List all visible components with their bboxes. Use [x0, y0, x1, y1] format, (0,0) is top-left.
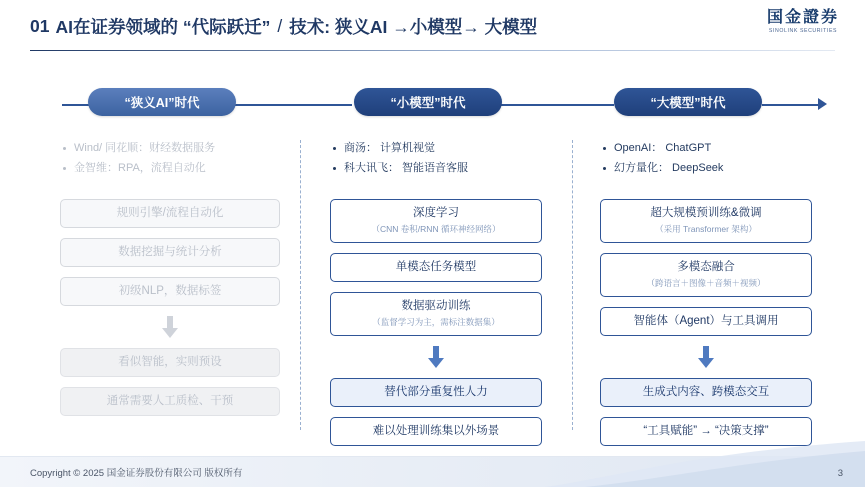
example-list-3: [600, 140, 812, 177]
timeline-stage-3: “大模型”时代: [614, 88, 762, 116]
tech-box: [330, 199, 542, 243]
result-box-title: 通常需要人工质检、干预: [106, 395, 234, 407]
footer-decoration: [545, 435, 865, 487]
result-box: [330, 378, 542, 407]
tech-box: [600, 307, 812, 336]
tech-box: [330, 253, 542, 282]
page-title: [30, 14, 537, 39]
tech-box: [60, 199, 280, 228]
tech-box-subtitle: （采用 Transformer 架构）: [655, 224, 757, 234]
slide-header: [0, 0, 865, 62]
result-box: [600, 378, 812, 407]
timeline-arrows: [0, 88, 865, 122]
result-box-title: 难以处理训练集以外场景: [372, 425, 500, 437]
tech-box-subtitle: （CNN 卷积/RNN 循环神经网络）: [371, 224, 501, 234]
page-title-separator: /: [277, 16, 283, 36]
result-box-title: “工具赋能” → “决策支撑”: [643, 425, 769, 437]
example-list-1: [60, 140, 280, 177]
tech-box-title: 初级NLP，数据标签: [118, 285, 222, 297]
page-title-main: AI在证券领域的 “代际跃迁”: [55, 17, 271, 37]
page-number: 3: [837, 468, 843, 479]
column-small-model: [330, 140, 542, 456]
tech-box-title: 数据驱动训练: [401, 300, 471, 312]
company-logo: [767, 10, 839, 34]
down-arrow-icon: [60, 316, 280, 338]
list-item: 金智维：RPA，流程自动化: [60, 160, 280, 177]
header-divider: [30, 50, 835, 51]
page-title-number: 01: [30, 16, 50, 36]
result-box: [60, 387, 280, 416]
tech-box-title: 深度学习: [413, 207, 459, 219]
tech-box-title: 数据挖掘与统计分析: [118, 246, 222, 258]
tech-box-subtitle: （监督学习为主，需标注数据集）: [372, 317, 500, 327]
tech-box: [600, 199, 812, 243]
example-list-2: [330, 140, 542, 177]
arrow-head-icon: [818, 98, 827, 110]
tech-box-title: 智能体（Agent）与工具调用: [633, 315, 779, 327]
logo-chinese-text: 国金證券: [766, 9, 839, 26]
down-arrow-icon: [330, 346, 542, 368]
result-box-title: 生成式内容、跨模态交互: [642, 386, 770, 398]
tech-box-subtitle: （跨语言＋图像＋音频＋视频）: [646, 278, 766, 288]
list-item: 商汤： 计算机视觉: [330, 140, 542, 157]
column-divider-2: [572, 140, 573, 430]
tech-box-title: 规则引擎/流程自动化: [116, 207, 224, 219]
timeline-stage-2: “小模型”时代: [354, 88, 502, 116]
tech-box: [60, 238, 280, 267]
list-item: OpenAI： ChatGPT: [600, 140, 812, 157]
result-box: [330, 417, 542, 446]
column-large-model: [600, 140, 812, 456]
down-arrow-icon: [600, 346, 812, 368]
timeline-line-3: [762, 104, 820, 106]
logo-english-text: SINOLINK SECURITIES: [768, 28, 838, 34]
result-box-title: 看似智能，实则预设: [118, 356, 222, 368]
result-box: [60, 348, 280, 377]
tech-box-title: 单模态任务模型: [395, 261, 477, 273]
result-box-title: 替代部分重复性人力: [384, 386, 488, 398]
page-title-sub: 技术: 狭义AI →小模型→ 大模型: [289, 17, 538, 37]
column-divider-1: [300, 140, 301, 430]
tech-box-title: 超大规模预训练&微调: [650, 207, 762, 219]
tech-box-title: 多模态融合: [677, 261, 735, 273]
copyright-text: Copyright © 2025 国金证券股份有限公司 版权所有: [30, 468, 243, 479]
tech-box: [600, 253, 812, 297]
list-item: 幻方量化： DeepSeek: [600, 160, 812, 177]
tech-box: [60, 277, 280, 306]
timeline-line-2: [500, 104, 614, 106]
timeline-stage-1: “狭义AI”时代: [88, 88, 236, 116]
list-item: 科大讯飞： 智能语音客服: [330, 160, 542, 177]
column-narrow-ai: [60, 140, 280, 426]
list-item: Wind/ 同花顺：财经数据服务: [60, 140, 280, 157]
tech-box: [330, 292, 542, 336]
